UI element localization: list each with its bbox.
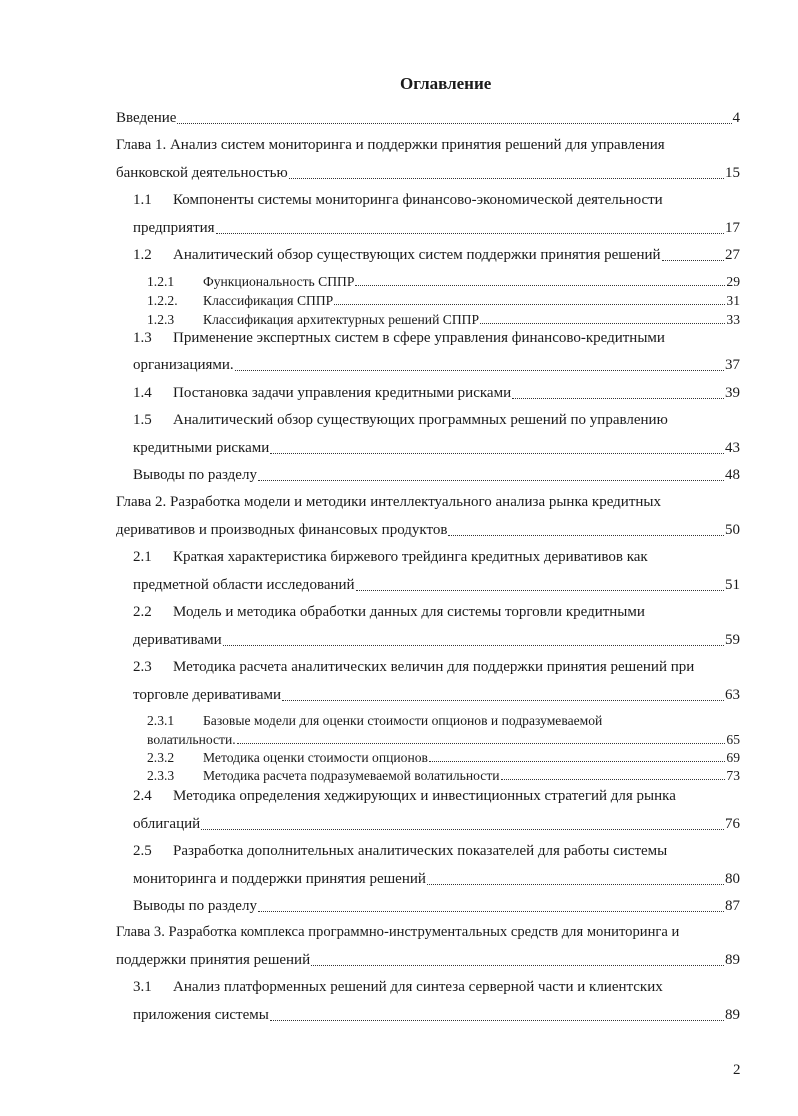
page-number: 2 xyxy=(733,1062,741,1078)
toc-entry-2-2-line-1[interactable]: 2.2 Модель и методика обработки данных для системы торговли кредитными xyxy=(133,604,645,620)
toc-entry-2-3[interactable]: торговле деривативами 63 xyxy=(133,687,740,703)
toc-entry-3-1-line-1[interactable]: 3.1 Анализ платформенных решений для синтеза серверной части и клиентских xyxy=(133,979,663,995)
toc-entry-2-3-2[interactable]: 2.3.2 Методика оценки стоимости опционов 69 xyxy=(147,750,740,765)
toc-entry-1-2-3[interactable]: 1.2.3 Классификация архитектурных решений СППР 33 xyxy=(147,312,740,327)
toc-entry-2-3-line-1[interactable]: 2.3 Методика расчета аналитических величин для поддержки принятия решений при xyxy=(133,659,695,675)
toc-entry-chapter-1-conclusions[interactable]: Выводы по разделу 48 xyxy=(133,467,740,483)
toc-entry-intro[interactable]: Введение 4 xyxy=(116,110,740,126)
toc-entry-1-1-line-1[interactable]: 1.1 Компоненты системы мониторинга финансово-экономической деятельности xyxy=(133,192,663,208)
toc-entry-chapter-1[interactable]: банковской деятельностью 15 xyxy=(116,165,740,181)
toc-entry-1-2-1[interactable]: 1.2.1 Функциональность СППР 29 xyxy=(147,274,740,289)
toc-entry-2-4-line-1[interactable]: 2.4 Методика определения хеджирующих и инвестиционных стратегий для рынка xyxy=(133,788,676,804)
toc-entry-1-5[interactable]: кредитными рисками 43 xyxy=(133,440,740,456)
toc-entry-chapter-2[interactable]: деривативов и производных финансовых продуктов 50 xyxy=(116,522,740,538)
toc-entry-2-2[interactable]: деривативами 59 xyxy=(133,632,740,648)
toc-entry-1-2-2[interactable]: 1.2.2. Классификация СППР 31 xyxy=(147,293,740,308)
toc-entry-2-5-line-1[interactable]: 2.5 Разработка дополнительных аналитических показателей для работы системы xyxy=(133,843,668,859)
toc-entry-1-1[interactable]: предприятия 17 xyxy=(133,220,740,236)
toc-entry-2-3-3[interactable]: 2.3.3 Методика расчета подразумеваемой волатильности 73 xyxy=(147,768,740,783)
toc-entry-2-3-1-line-1[interactable]: 2.3.1 Базовые модели для оценки стоимости опционов и подразумеваемой xyxy=(147,713,603,728)
toc-entry-3-1[interactable]: приложения системы 89 xyxy=(133,1007,740,1023)
toc-entry-1-3[interactable]: организациями. 37 xyxy=(133,357,740,373)
toc-entry-1-2[interactable]: 1.2 Аналитический обзор существующих систем поддержки принятия решений 27 xyxy=(133,247,740,263)
toc-entry-1-5-line-1[interactable]: 1.5 Аналитический обзор существующих программных решений по управлению xyxy=(133,412,668,428)
toc-page: Оглавление Введение 4 Глава 1. Анализ систем мониторинга и поддержки принятия решений для управления банковской деятельностью 15 1.1 Компоненты системы мониторинга финансово-экономической деятельности предприятия 17 1.2 Аналитический обзор существующих систем поддержки принятия решений 27 1.2.1 Функциональность СППР 29 1.2.2. Классификация СППР 31 1.2.3 Классификация архитектурных решений СППР 33 1.3 Применение экспертных систем в сфере управления финансово-кредитными организациями. 37 1.4 Постановка задачи управления кредитными рисками 39 1.5 Аналитический обзор существующих программных решений по управлению кредитными рисками 43 Выводы по разделу 48 Глава 2. Разработка модели и методики интеллектуального анализа рынка кредитных деривативов и производных финансовых продуктов 50 2.1 Краткая характеристика биржевого трейдинга кредитных деривативов как предметной области исследований 51 2.2 Модель и методика обработки данных для системы торговли кредитными деривативами 59 2.3 Методика расчета аналитических величин для поддержки принятия решений при торговле деривативами 63 2.3.1 Базовые модели для оценки стоимости опционов и подразумеваемой волатильности. 65 2.3.2 Методика оценки стоимости опционов 69 2.3.3 Методика расчета подразумеваемой волатильности 73 2.4 Методика определения хеджирующих и инвестиционных стратегий для рынка облигаций 76 2.5 Разработка дополнительных аналитических показателей для работы системы мониторинга и поддержки принятия решений 80 Выводы по разделу 87 Глава 3. Разработка комплекса программно-инструментальных средств для мониторинга и поддержки принятия решений 89 3.1 Анализ платформенных решений для синтеза серверной части и клиентских приложения системы 89 2 xyxy=(116,74,741,1078)
toc-entry-2-4[interactable]: облигаций 76 xyxy=(133,816,740,832)
toc-entry-chapter-3-line-1[interactable]: Глава 3. Разработка комплекса программно-инструментальных средств для мониторинга и xyxy=(116,924,680,940)
toc-entry-1-4[interactable]: 1.4 Постановка задачи управления кредитными рисками 39 xyxy=(133,385,740,401)
toc-entry-1-3-line-1[interactable]: 1.3 Применение экспертных систем в сфере управления финансово-кредитными xyxy=(133,330,665,346)
toc-entry-2-1[interactable]: предметной области исследований 51 xyxy=(133,577,740,593)
toc-entry-chapter-2-conclusions[interactable]: Выводы по разделу 87 xyxy=(133,898,740,914)
toc-entry-2-3-1[interactable]: волатильности. 65 xyxy=(147,732,740,747)
toc-entry-chapter-3[interactable]: поддержки принятия решений 89 xyxy=(116,952,740,968)
toc-entry-chapter-2-line-1[interactable]: Глава 2. Разработка модели и методики интеллектуального анализа рынка кредитных xyxy=(116,494,661,510)
toc-entry-2-1-line-1[interactable]: 2.1 Краткая характеристика биржевого трейдинга кредитных деривативов как xyxy=(133,549,648,565)
toc-entry-chapter-1-line-1[interactable]: Глава 1. Анализ систем мониторинга и поддержки принятия решений для управления xyxy=(116,137,665,153)
toc-entry-2-5[interactable]: мониторинга и поддержки принятия решений 80 xyxy=(133,871,740,887)
